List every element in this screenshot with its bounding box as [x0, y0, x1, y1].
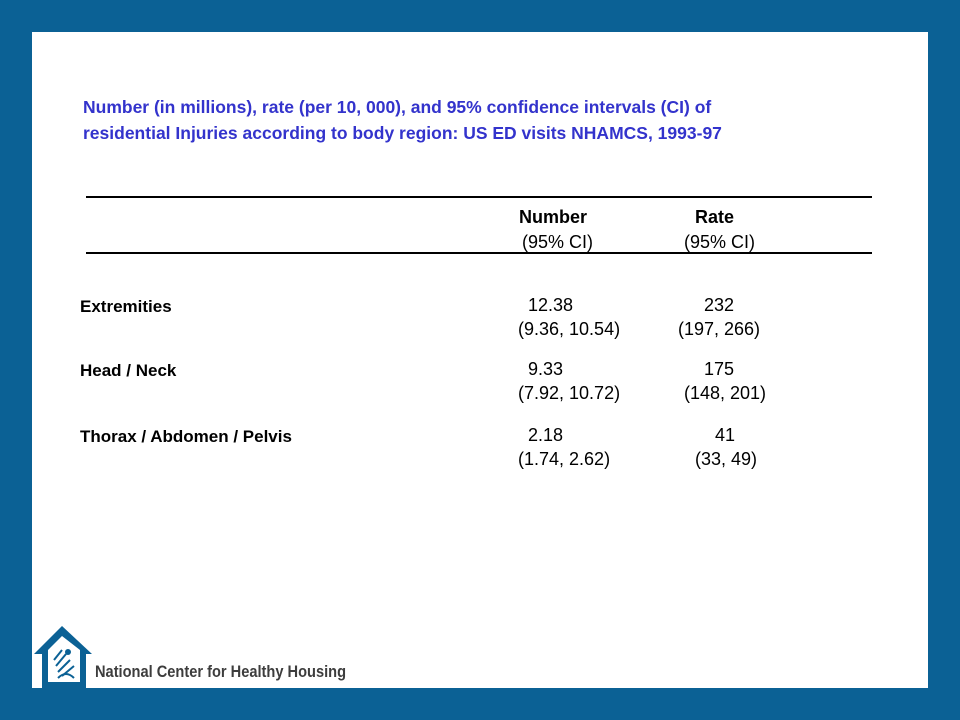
row-rate-ci: (197, 266)	[678, 319, 761, 339]
header-rate-ci: (95% CI)	[684, 232, 756, 252]
row-rate-ci: (148, 201)	[684, 383, 767, 403]
logo-text: National Center for Healthy Housing	[95, 662, 347, 681]
header-rate: Rate	[695, 207, 735, 227]
row-rate-ci: (33, 49)	[695, 449, 758, 469]
row-number: 12.38	[528, 295, 574, 315]
row-number: 2.18	[528, 425, 564, 445]
slide	[32, 32, 928, 688]
title-line-2: residential Injuries according to body region: US ED visits NHAMCS, 1993-97	[83, 123, 722, 143]
row-number-ci: (7.92, 10.72)	[518, 383, 621, 403]
header-number-ci: (95% CI)	[522, 232, 594, 252]
table-top-rule	[86, 196, 872, 198]
row-label-thorax: Thorax / Abdomen / Pelvis	[80, 427, 292, 446]
house-icon	[32, 622, 96, 688]
row-number: 9.33	[528, 359, 564, 379]
header-number: Number	[519, 207, 588, 227]
title-line-1: Number (in millions), rate (per 10, 000), and 95% confidence intervals (CI) of	[83, 97, 712, 117]
row-label-extremities: Extremities	[80, 297, 172, 316]
slide-title	[83, 94, 883, 146]
row-label-head-neck: Head / Neck	[80, 361, 177, 380]
row-number-ci: (9.36, 10.54)	[518, 319, 621, 339]
row-number-ci: (1.74, 2.62)	[518, 449, 611, 469]
logo	[32, 622, 392, 688]
row-rate: 232	[704, 295, 735, 315]
row-rate: 175	[704, 359, 735, 379]
table-header-rule	[86, 252, 872, 254]
row-rate: 41	[715, 425, 736, 445]
